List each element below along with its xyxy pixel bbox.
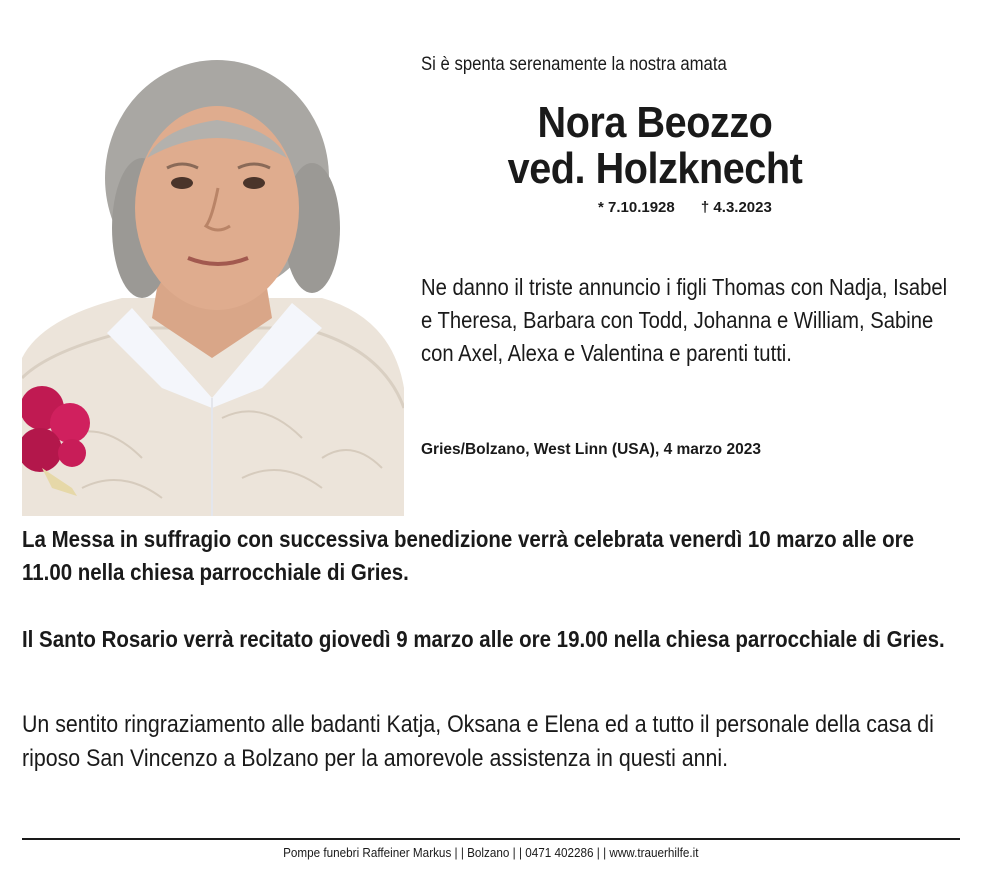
- footer: [0, 845, 982, 860]
- portrait-illustration: [22, 58, 404, 516]
- intro-text: Si è spenta serenamente la nostra amata: [421, 54, 727, 75]
- mass-notice: La Messa in suffragio con successiva benedizione verrà celebrata venerdì 10 marzo alle ore 11.00 nella chiesa parrocchiale di Gries.: [22, 526, 914, 585]
- portrait-photo: [22, 58, 404, 516]
- deceased-name: [470, 100, 840, 192]
- announcement-text: Ne danno il triste annuncio i figli Thomas con Nadja, Isabel e Theresa, Barbara con Todd, Johanna e William, Sabine con Axel, Alexa e Valentina e parenti tutti.: [421, 274, 948, 366]
- footer-text: Pompe funebri Raffeiner Markus | | Bolzano | | 0471 402286 | | www.trauerhilfe.it: [283, 845, 699, 860]
- thanks-text: Un sentito ringraziamento alle badanti Katja, Oksana e Elena ed a tutto il personale della casa di riposo San Vincenzo a Bolzano per la amorevole assistenza in questi anni.: [22, 711, 934, 772]
- rosary-notice: Il Santo Rosario verrà recitato giovedì 9 marzo alle ore 19.00 nella chiesa parrocchiale di Gries.: [22, 626, 945, 652]
- place-date: Gries/Bolzano, West Linn (USA), 4 marzo 2023: [421, 441, 761, 458]
- life-dates: [598, 199, 772, 216]
- name-line-2: ved. Holzknecht: [507, 144, 803, 193]
- death-date: † 4.3.2023: [700, 199, 772, 216]
- footer-divider: [22, 838, 960, 840]
- name-line-1: Nora Beozzo: [537, 98, 773, 147]
- birth-date: * 7.10.1928: [598, 199, 675, 216]
